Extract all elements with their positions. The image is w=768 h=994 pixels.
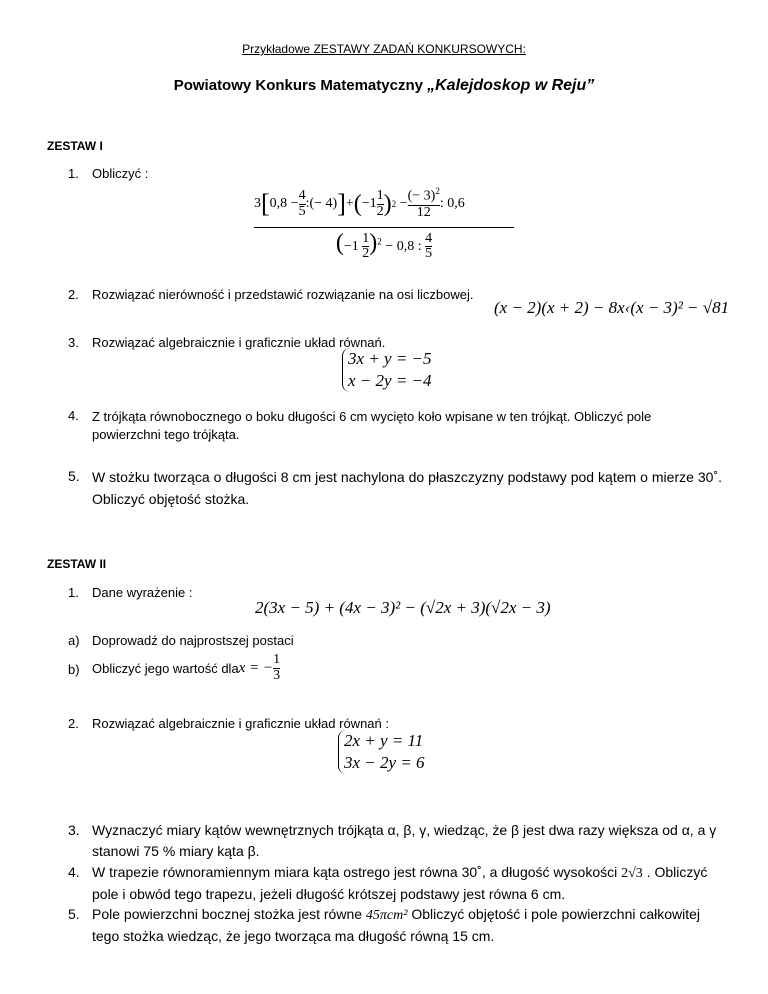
set1-task4-number: 4. <box>68 408 79 423</box>
set1-task3-number: 3. <box>68 335 79 350</box>
set1-equation-1: 3x + y = −5 <box>348 349 432 368</box>
set1-task1-number: 1. <box>68 166 79 181</box>
set1-task5-number: 5. <box>68 468 80 484</box>
set2-sub-a-text: Doprowadź do najprostszej postaci <box>92 633 294 648</box>
title-main: Powiatowy Konkurs Matematyczny <box>173 77 428 94</box>
set2-task4-number: 4. <box>68 864 80 880</box>
page-header: Przykładowe ZESTAWY ZADAŃ KONKURSOWYCH: <box>242 42 526 56</box>
set1-task2-number: 2. <box>68 287 79 302</box>
set2-task5-text <box>92 904 722 947</box>
set2-sub-b-text: Obliczyć jego wartość dla <box>92 660 239 676</box>
set2-sub-b-numerator: 1 <box>273 651 281 667</box>
set1-task3-text: Rozwiązać algebraicznie i graficznie układ równań. <box>92 335 386 350</box>
set2-sub-b-fraction <box>273 653 280 683</box>
set2-task4-text-a: W trapezie równoramiennym miara kąta ostrego jest równa 30˚, a długość wysokości <box>92 864 622 880</box>
set1-inequality: (x − 2)(x + 2) − 8x‹(x − 3)² − √81 <box>494 298 730 317</box>
set2-sub-b-label: b) <box>68 662 80 677</box>
set1-task2-text: Rozwiązać nierówność i przedstawić rozwiązanie na osi liczbowej. <box>92 287 474 302</box>
set2-sub-b-denominator: 3 <box>273 667 281 683</box>
set2-task2-text: Rozwiązać algebraicznie i graficznie układ równań : <box>92 716 389 731</box>
set1-heading: ZESTAW I <box>47 139 103 153</box>
set2-equation-1: 2x + y = 11 <box>344 731 424 750</box>
set2-sub-b-row <box>92 650 280 686</box>
set1-task1-formula: 3 [ 0,8 − $\frac{4}{5}$ :(− 4) ] + ( −1 $\frac{1}{2}$ ) 2 − $\frac{(- 3)^2}{12}$ : 0,6 (−1 $\frac{1}{2}$ )$^2$ − 0,8 : $\frac{4}{5}$ <box>254 183 514 262</box>
page-title <box>0 77 768 95</box>
set2-task4-text <box>92 862 722 905</box>
set2-task5-area: 45πcm² <box>365 908 408 923</box>
set2-task5-text-b: Obliczyć objętość i pole powierzchni całkowitej tego stożka wiedząc, że jego tworząca ma długość równą 15 cm. <box>92 906 701 944</box>
set2-task4-text-b: . Obliczyć pole i obwód tego trapezu, jeżeli długość krótszej podstawy jest równa 6 cm. <box>92 864 708 902</box>
title-contest-name: „Kalejdoskop w Reju” <box>427 77 595 94</box>
set1-equation-2: x − 2y = −4 <box>348 371 432 390</box>
set2-task2-number: 2. <box>68 716 79 731</box>
set2-heading: ZESTAW II <box>47 557 107 571</box>
set2-equation-2: 3x − 2y = 6 <box>344 753 425 772</box>
set1-task1-text: Obliczyć : <box>92 166 149 181</box>
set2-sub-a-label: a) <box>68 633 80 648</box>
set2-expression: 2(3x − 5) + (4x − 3)² − (√2x + 3)(√2x − 3) <box>255 598 551 617</box>
set2-task3-text: Wyznaczyć miary kątów wewnętrznych trójkąta α, β, γ, wiedząc, że β jest dwa razy większa od α, a γ stanowi 75 % miary kąta β. <box>92 822 717 859</box>
set1-equation-system <box>342 348 432 392</box>
set2-equation-system <box>338 730 425 774</box>
set2-task3-number: 3. <box>68 822 80 838</box>
set1-task4-text: Z trójkąta równobocznego o boku długości 6 cm wycięto koło wpisane w ten trójkąt. Obliczyć pole powierzchni tego trójkąta. <box>92 409 652 442</box>
set2-sub-b-x: x = − <box>238 659 274 676</box>
set2-task1-text: Dane wyrażenie : <box>92 585 193 600</box>
set1-task5-text: W stożku tworząca o długości 8 cm jest nachylona do płaszczyzny podstawy pod kątem o mierze 30˚. Obliczyć objętość stożka. <box>92 469 722 507</box>
set2-task1-number: 1. <box>68 585 79 600</box>
set2-task5-number: 5. <box>68 906 80 922</box>
set2-task5-text-a: Pole powierzchni bocznej stożka jest równe <box>92 906 366 922</box>
set2-task4-root: 2√3 <box>621 866 643 881</box>
